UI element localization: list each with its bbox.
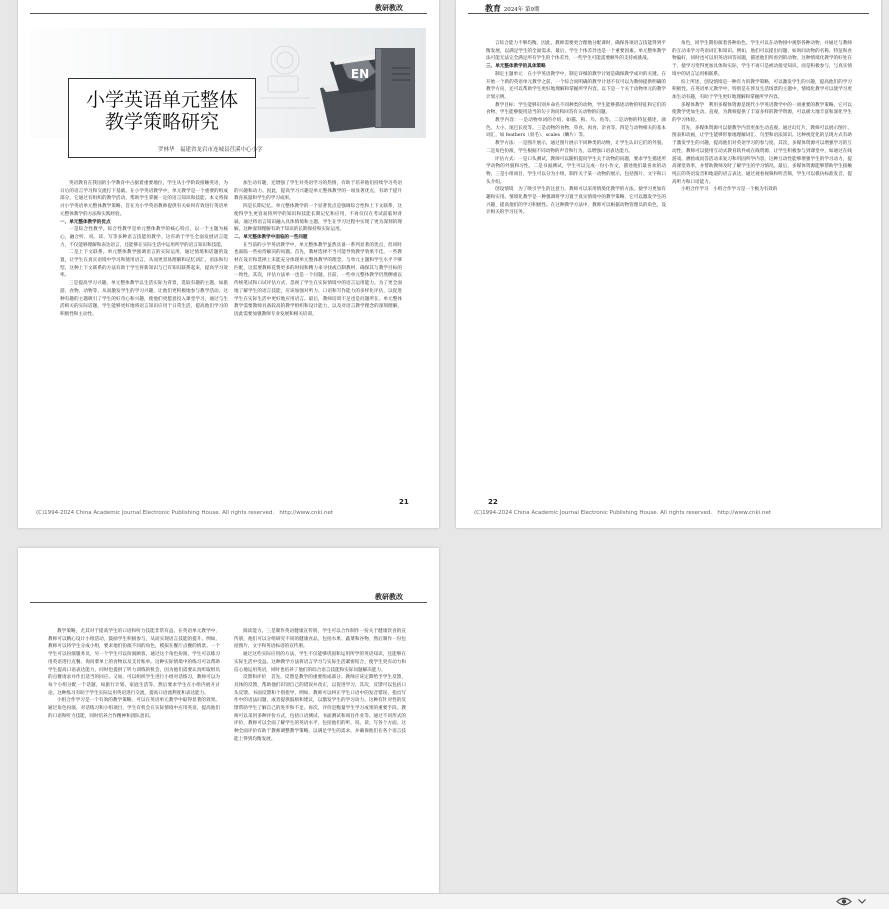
body-paragraph: 三是提高学习兴趣。单元整体教学以生活实际为背景，选取有趣的主题，如旅游、食物、动物等，从而激发学生的学习兴趣，让他们更积极地参与教学活动。这种有趣的主题吸引了学生的好奇心和兴趣，使他们更愿意投入课堂学习，通过与生活相关的实际话题，学生能够更好地将语言知识应用于日常生活，提高他们学习的积极性和主动性。 — [60, 281, 228, 317]
en-badge: EN — [350, 67, 370, 81]
section-heading: 三、单元整体教学的具体策略 — [486, 64, 546, 70]
body-paragraph: 教学策略，尤其对于提高学生的口语和听力技能非常有益。在英语单元教学中，教师可以精心设计小组活动，鼓励学生积极参与，从而实现语言技能的提升。例如，教师可以将学生分成小组，要求他们扮演不同的角色，模拟在餐厅点餐的情景。一个学生可以扮演服务员，另一个学生可以扮演顾客，通过这个角色扮演，学生可以练习用英语进行点餐、询问菜单上的食物以及支付账单。这种实际情境中的练习可以帮助学生提高口语表达能力，同时也提供了听力训练的机会，因为他们需要认真听取组员的点餐请求并作出适当的回应。又如，可以组织学生进行小组对话练习，教师可以为每个小组分配一个话题，如旅行计划、家庭生活等，然后要求学生在小组内展开讨论。这种练习有助于学生实际运用英语进行交流，提高口语流利度和表达能力。 — [48, 629, 220, 696]
page-number: 21 — [399, 498, 409, 506]
running-header-section: 教研教改 — [375, 4, 403, 12]
header-rule — [30, 13, 427, 14]
body-paragraph: 通过这些实际应用的方法，学生不仅能够巩固和运用所学的英语知识，还能够在实际生活中受益。这种教学方法将语言学习与实际生活紧密结合，使学生更有动力和信心地运用英语，同时也培养了他们的综合语言技能和实际问题解决能力。 — [234, 652, 406, 673]
body-paragraph: 加生动有趣，还增强了学生对英语学习的热情，有助于培养他们持续学习英语的兴趣和动力。因此，提高学习兴趣是单元整体教学的一项显著优点，有助于提升教育质量和学生的学习成果。 — [234, 181, 402, 202]
column-content — [486, 40, 666, 217]
page-number: 22 — [488, 498, 498, 506]
body-paragraph: 二是上下文联系。单元整体教学强调语言的实际运用，通过情境和话题的设置，让学生在真实语境中学习和使用语言，从而更容易理解和记忆词汇、语法和句型。这种上下文联系的方法有助于学生将新知识与已有知识联系起来，提高学习效率。 — [60, 250, 228, 279]
body-paragraph: 在当前的小学英语教学中，单元整体教学虽然具备一系列显著的优点，但同时也面临一些亟待解决的问题。首先，教材选择不当可能导致教学效果不佳。一些教材在设计和选择上未能充分体现单元整体教学的理念，与单元主题和学生水平不够匹配，这需要教师花费更多的时间和精力来寻找或自制教材，确保其与教学目标的一致性。其次，评估方法单一也是一个问题。目前，一些单元整体教学仍然侧重以传统笔试和口试评估方式，忽视了学生在实际情境中的语言运用能力。为了更全面地了解学生的语言技能，应该加强对听力、口语和写作能力的多样化评估，以促进学生在实际生活中更好地应用语言。最后，教师培训不足也是问题所在。单元整体教学需要教师具备较高的教学组织和设计能力，以及对语言教学理念的深刻理解，因此需要加强教师专业发展和相关培训。 — [234, 242, 402, 317]
body-paragraph: 一是综合性教学。综合性教学是单元整体教学的核心特点，以一个主题为核心，融合听、说、读、写等多种语言技能的教学。这有助于学生全面发展语言能力，不仅能够理解和表达语言，还能够在实际生活中运用所学的语言知识和技能。 — [60, 227, 228, 248]
body-paragraph: 反馈和评价 首先，反馈是教学的重要组成部分。教师应该定期给予学生反馈，具体的反馈，帮助他们识别自己的错误并改正，以促进学习。其次，反馈可以包括口头反馈、书面反馈和个别指导，例如，教师可以纠正学生口语中的发音错误，指出写作中的语法问题，或者提供鼓励和建议，以激发学生的学习动力。这种有针对性的反馈帮助学生了解自己的进步和不足。再次，评价是衡量学生学习成果的重要手段。教师可以采用多种评价方式，包括口语测试、书面测试和项目作业等。通过不同形式的评价，教师可以全面了解学生的英语水平，包括他们的听、说、读、写各个方面。这种全面评价有助于教师调整教学策略，以满足学生的需求，并确保他们在各个语言技能上得到均衡发展。 — [234, 675, 406, 742]
body-paragraph: 首先，多媒体资源可以使教学内容更加生动直观。通过幻灯片，教师可以展示图片、图表和动画，让学生能够形象地理解词汇、句型和语法知识。这种视觉化的呈现方式有助于激发学生的兴趣，提高他们对英语学习的参与度。其次，多媒体资源可以增强学习的互动性，教师可以使用互动式教育软件或在线资源，让学生积极参与到课堂中，如通过在线游戏、测验或问答活动来复习和巩固所学内容，这种互动性能够增强学生的学习动力，提高课堂效率，并帮助教师及时了解学生的学习情况。最后，多媒体资源能够帮助学生接触纯正的英语发音和地道的语言表达，通过观看视频和听音频，学生可以模仿标准发音，提高听力和口语能力。 — [672, 125, 852, 185]
chevron-down-icon[interactable] — [858, 899, 866, 904]
column-right — [672, 40, 852, 510]
body-paragraph: 言综合能力不够均衡。因此，教师需要更合理地分配课时，确保各项语言技能得到平衡发展，以满足学生的全面需求。最后，学生个体差异也是一个重要因素。单元整体教学法可能无法完全满足所有学生的个体差异，一些学生可能需要额外的支持或挑战。 — [486, 41, 666, 62]
running-header-section: 教研教改 — [375, 593, 403, 601]
column-content — [234, 180, 402, 319]
body-paragraph: 小组合作学习 小组合作学习是一个极为有效的 — [681, 187, 778, 193]
body-paragraph: 创设情境 为了吸引学生的注意力，教师可以采用情境化教学的方法，使学习更加有趣和实用。情境化教学是一种强调将学习置于真实情境中的教学策略，它可以激发学生的兴趣，提高他们的学习积极性。在这种教学方法中，教师可以根据动物管理员的角色，设计相关的学习任务。 — [486, 187, 666, 216]
column-left — [486, 40, 666, 510]
column-left — [60, 180, 228, 510]
journal-logo: 教育 2024年 第9期 — [485, 3, 540, 13]
copyright-footer: (C)1994-2024 China Academic Journal Electronic Publishing House. All rights reserved. http://www.cnki.net — [36, 510, 333, 516]
column-content — [48, 628, 220, 720]
body-paragraph: 教学目标：学生能够识别并命名不同种类的动物，学生能够描述动物的特征和它们的食物，学生能够使用适当的句子询问和回答有关动物的问题。 — [486, 102, 666, 116]
article-title-line2: 教学策略研究 — [104, 111, 219, 133]
body-paragraph: 阅读能力。三是制作英语健康宣传册，学生可以合作制作一份关于健康饮食的宣传册，他们可以分组研究不同的健康食品，包括水果、蔬菜和谷物，然后制作一份包括图片、文字和英语标语的宣传册。 — [234, 629, 406, 650]
body-paragraph: 评估方式：一是口头测试，教师可以随机提问学生关于动物的问题，要求学生描述所学动物的外貌和习性。二是书面测试，学生可以完成一份小作文，描述他们最喜欢的动物。三是小组项目，学生可以分为小组，制作关于某一动物的展示，包括图片、文字和口头介绍。 — [486, 156, 666, 185]
header-rule — [30, 602, 427, 603]
author-byline: 罗林华 福建省龙岩市连城县莒溪中心小学 — [158, 147, 263, 153]
column-content — [234, 628, 406, 744]
body-paragraph: 角色，同学生期扮演着各种角色。学生可以在动物园中观察各种动物，并通过与教师的互动来学习英语词汇和知识。例如，他们可以提出问题，如询问动物的名称、特征和食物偏好，同时也可以用英语回答问题，描述他们所看到的动物。这种情境化教学的好处在于，使学习变得更加具体和实际，学生不再只是被动接受知识，而是积极参与，与真实情境中的语言运用相联系。 — [672, 41, 852, 77]
body-paragraph: 教学方法：一是图片展示，通过图片展示不同种类的动物，让学生认识它们的外貌。二是角色扮演，学生根据不同动物的声音和行为，以增强口语表达能力。 — [486, 141, 666, 154]
issue-label: 2024年 第9期 — [503, 7, 540, 13]
copyright-footer: (C)1994-2024 China Academic Journal Electronic Publishing House. All rights reserved. http://www.cnki.net — [474, 510, 771, 516]
column-content — [60, 180, 228, 319]
column-right — [234, 628, 406, 890]
eye-icon[interactable] — [836, 896, 852, 907]
section-heading: 二、单元整体教学中面临的一些问题 — [234, 234, 308, 240]
page-23 — [18, 548, 439, 893]
body-paragraph: 多媒体教学 利用多媒体资源是现代小学英语教学中的一项重要的教学策略。它可以使教学更加生动、直观，为教师提供了丰富多样的教学资源，可以极大地丰富和深化学生的学习体验。 — [672, 102, 852, 124]
body-paragraph: 制定主题单元 在小学英语教学中，制定详细的教学计划是确保教学成功的关键。在开始一个新的英语单元教学之前，一个综合而明确的教学计划不仅可以为教师提供明确的教学方向，还可以帮助学生更好地理解和掌握所学内容。以下是一个关于动物单元的教学计划示例。 — [486, 71, 666, 100]
column-left — [48, 628, 220, 890]
page-22 — [456, 0, 881, 528]
body-paragraph: 教学内容：一是动物单词的介绍，如猫、狗、鸟、鱼等。二是动物的特征描述，颜色、大小、尾巴长度等。三是动物的食物，草食、肉食、杂食等。四是与动物相关的基本词汇，如 feathers（羽毛）、scales（鳞片）等。 — [486, 118, 666, 139]
viewer-toolbar — [0, 893, 889, 909]
body-paragraph: 小组合作学习是一个有效的教学策略，可以在英语单元教学中取得显著的效果。通过角色扮演、对话练习和小组项目，学生有机会在实际情境中应用英语，提高他们的口语和听力技能，同时培养合作精神和团队意识。 — [48, 698, 220, 719]
body-paragraph: 四是长期记忆。单元整体教学的一个显著优点是强调综合性和上下文联系，这使得学生更容易将所学的知识和技能长期记忆和应用，不再仅仅在考试前临时背诵。通过将语言知识融入具体情境和主题，学生在学习过程中实现了更为深刻的理解，这种深刻理解有助于知识的长期保持和实际运用。 — [234, 204, 402, 233]
column-content — [672, 40, 852, 194]
section-heading: 一、单元整体教学的优点 — [60, 219, 111, 225]
body-paragraph: 英语教育在我国的小学教育中占据着重要地位，学生从小学阶段接触英语，为日后的语言学习和交流打下基础。在小学英语教学中，单元教学是一个重要的组成部分，它通过有组织的教学活动，帮助学生掌握一定的语言知识和技能。本文将探讨小学英语单元整体教学策略，旨在为小学英语教师提供有关如何有效进行英语单元整体教学的方法和实践经验。 — [60, 181, 228, 217]
footer-url[interactable]: http://www.cnki.net — [717, 510, 771, 516]
header-rule — [468, 13, 869, 14]
column-right — [234, 180, 402, 510]
page-21 — [18, 0, 439, 528]
article-title-line1: 小学英语单元整体 — [85, 89, 238, 111]
body-paragraph: 综上所述，创设情境是一种有力的教学策略，可以激发学生的兴趣，提高他们的学习积极性。在英语单元教学中，特别是在涉及生活场景的主题中，情境化教学可以使学习更加生动有趣，有助于学生更好地理解和掌握所学内容。 — [672, 79, 852, 100]
footer-url[interactable]: http://www.cnki.net — [279, 510, 333, 516]
